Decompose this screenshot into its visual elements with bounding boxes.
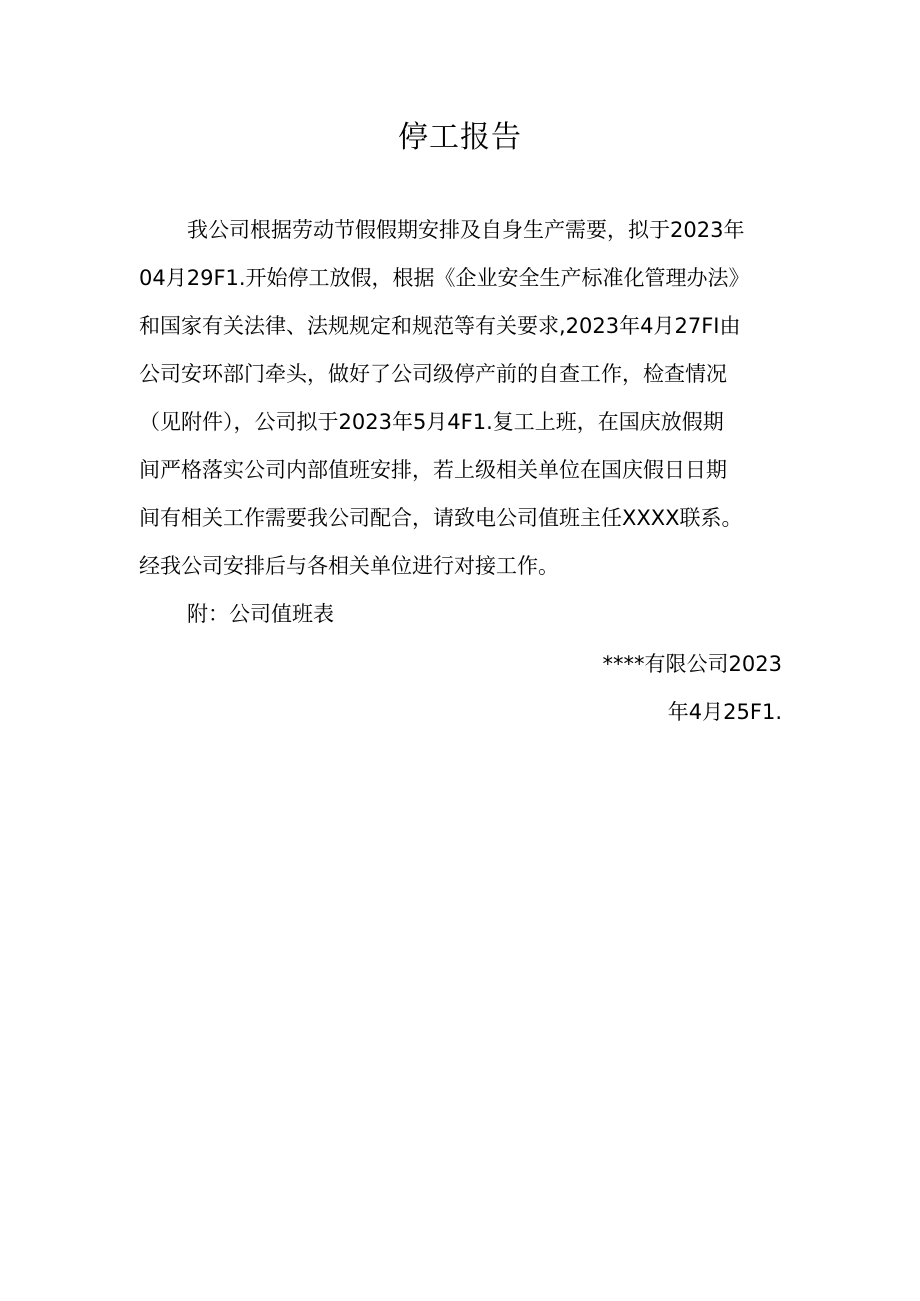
body-line: 公司安环部门牵头，做好了公司级停产前的自查工作，检查情况 xyxy=(139,362,727,386)
document-title: 停工报告 xyxy=(398,120,522,155)
signature-date: 年4月25F1. xyxy=(667,700,782,724)
body-line: 04月29F1.开始停工放假，根据《企业安全生产标准化管理办法》 xyxy=(139,266,750,290)
body-line: 我公司根据劳动节假假期安排及自身生产需要，拟于2023年 xyxy=(187,218,745,242)
body-line: 经我公司安排后与各相关单位进行对接工作。 xyxy=(139,554,559,578)
body-line: 间有相关工作需要我公司配合，请致电公司值班主任XXXX联系。 xyxy=(139,506,743,530)
body-line: 和国家有关法律、法规规定和规范等有关要求,2023年4月27FI由 xyxy=(139,314,741,338)
signature-block xyxy=(603,640,782,736)
document-body xyxy=(139,206,784,638)
attachment-note: 附：公司值班表 xyxy=(187,602,334,626)
body-line: （见附件），公司拟于2023年5月4F1.复工上班，在国庆放假期 xyxy=(139,410,724,434)
body-line: 间严格落实公司内部值班安排，若上级相关单位在国庆假日日期 xyxy=(139,458,727,482)
signature-company: ****有限公司2023 xyxy=(602,652,782,676)
